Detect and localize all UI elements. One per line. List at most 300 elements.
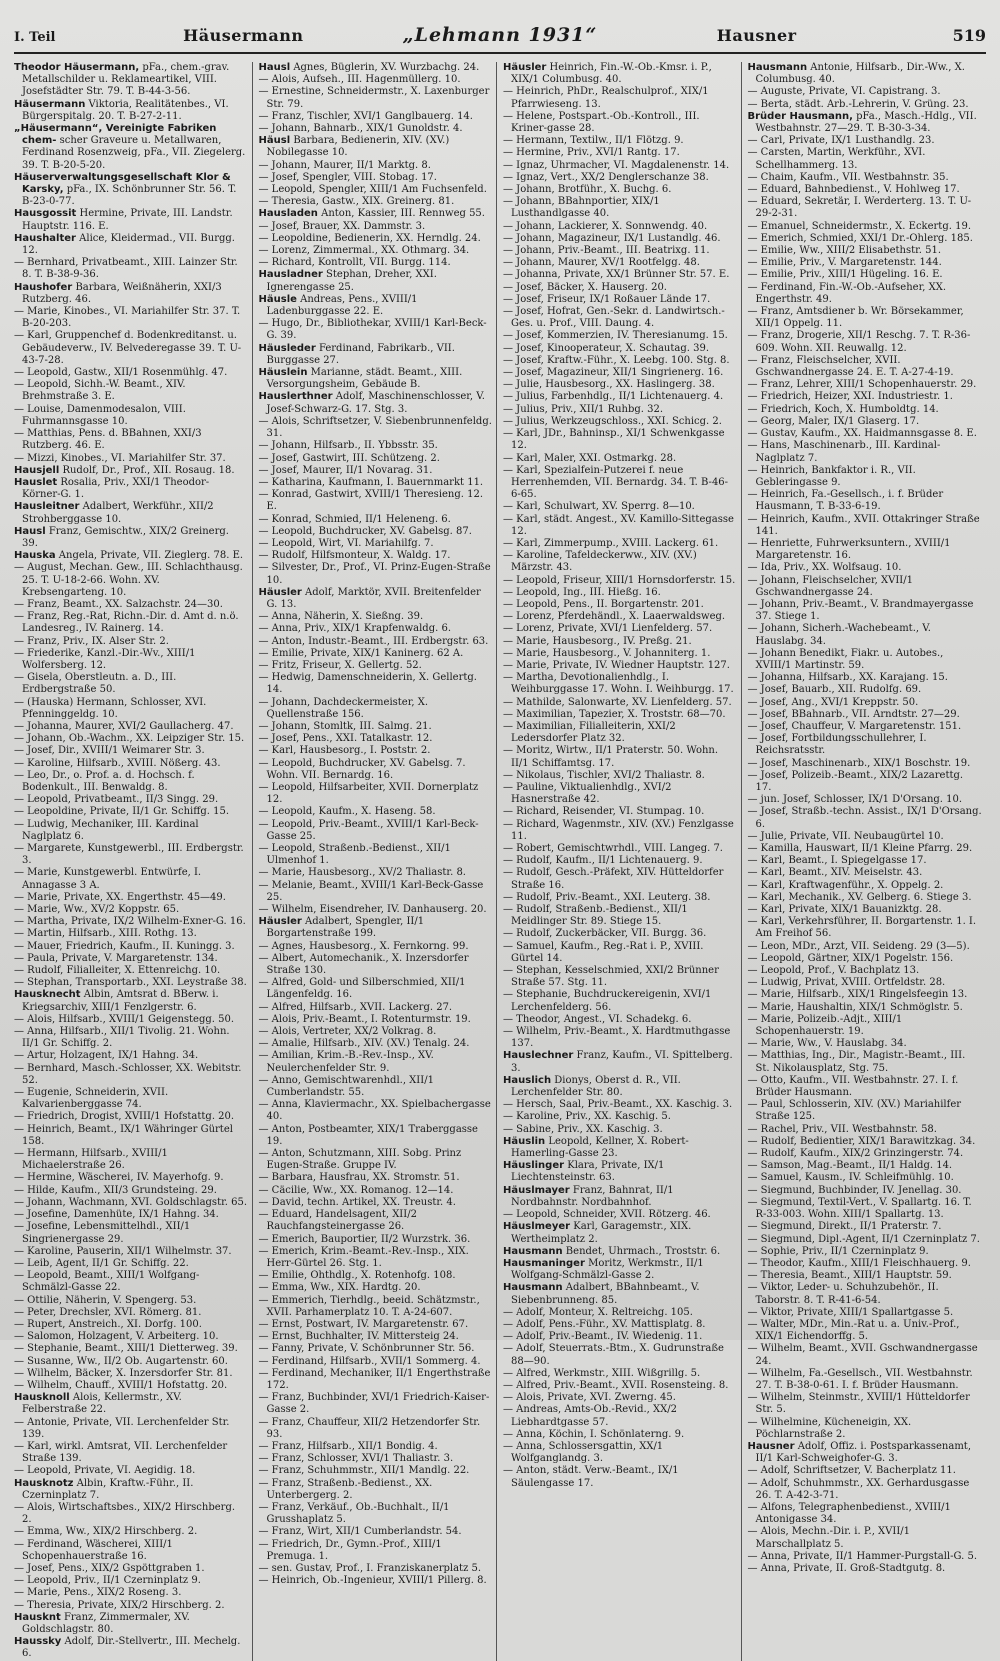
directory-entry [503,1209,737,1221]
directory-entry [503,770,737,782]
directory-entry [748,916,983,940]
directory-entry [503,1099,737,1111]
page-number: 519 [952,26,986,45]
entry-details: — Mathilde, Salonwarte, XV. Lienfelderg. 57. [503,696,732,708]
directory-entry [503,294,737,306]
directory-entry [503,1368,737,1380]
directory-entry [14,916,248,928]
directory-entry [14,599,248,611]
entry-details: — Karl, Private, XIX/1 Bauanizktg. 28. [747,904,942,916]
entry-details: Albin, Kraftw.-Führ., II. Czerninplatz 7. [22,1477,194,1501]
directory-entry [748,221,983,233]
directory-entry [259,172,493,184]
directory-entry [259,1075,493,1099]
entry-details: Rosalia, Priv., XXI/1 Theodor-Körner-G. 1. [22,476,210,501]
directory-entry [14,1526,248,1538]
entry-details: — Mauer, Friedrich, Kaufm., II. Kuningg. 3. [14,940,235,952]
directory-entry [503,196,737,220]
entry-details: — Adolf, Priv.-Beamt., IV. Wiedenig. 11. [503,1331,703,1343]
entry-details: — Leopold, Priv.-Beamt., XVIII/1 Karl-Beck-Gasse 25. [258,818,479,842]
entry-details: — Marie, Hausbesorg., XV/2 Thaliastr. 8. [258,867,466,879]
directory-entry [503,404,737,416]
directory-entry [259,440,493,452]
entry-details: — Franz, Fleischselcher, XVII. Gschwandnergasse 24. E. T. A-27-4-19. [747,354,954,379]
entry-details: — Leon, MDr., Arzt, VII. Seideng. 29 (3—5). [747,940,970,952]
entry-details: — Anna, Priv., XIX/1 Krapfenwaldg. 6. [258,623,451,635]
directory-entry [14,953,248,965]
entry-details: Dionys, Oberst d. R., VII. Lerchenfelder Str. 80. [511,1074,681,1099]
directory-entry [14,1356,248,1368]
entry-surname: Häusle [258,293,297,305]
entry-details: — Heinrich, Beamt., IX/1 Währinger Gürtel 158. [14,1123,233,1147]
directory-entry [748,1014,983,1038]
directory-entry [503,86,737,110]
entry-details: — Ferdinand, Fin.-W.-Ob.-Aufseher, XX. Engerthstr. 49. [747,281,947,305]
entry-details: — Hersch, Saal, Priv.-Beamt., XX. Kaschig. 3. [503,1099,733,1111]
entry-details: — Siegmund, Textil-Vert., V. Spallartg. 16. T. R-33-003. Wohn. XIII/1 Spallartg. 13. [747,1196,972,1221]
directory-entry [748,184,983,196]
directory-entry [259,953,493,977]
entry-details: — Rudolf, Zuckerbäcker, VII. Burgg. 36. [503,928,707,940]
directory-entry [503,269,737,281]
directory-entry [259,416,493,440]
entry-details: — Johann, Maurer, XV/1 Rootfelgg. 48. [503,257,700,269]
entry-details: — Karl, Maler, XXI. Ostmarkg. 28. [503,452,677,464]
part-label: I. Teil [14,30,56,45]
entry-details: — Marie, Ww., XV/2 Koppstr. 65. [14,904,180,916]
entry-details: — Karoline, Pauserin, XII/1 Wilhelmstr. 37. [14,1245,232,1257]
entry-details: — Johanna, Hilfsarb., XX. Karajang. 15. [747,672,948,684]
entry-details: — Karl, Beamt., XIV. Meiselstr. 43. [747,867,923,879]
entry-details: — Josef, Magazineur, XII/1 Singrienerg. 16. [503,367,724,379]
directory-entry [259,550,493,562]
entry-details: — Heinrich, Ob.-Ingenieur, XVIII/1 Pillerg. 8. [258,1575,487,1587]
entry-details: Rudolf, Dr., Prof., XII. Rosaug. 18. [62,464,235,476]
entry-details: — Sophie, Priv., II/1 Czerninplatz 9. [747,1245,929,1257]
directory-entry [259,733,493,745]
directory-entry [748,1307,983,1319]
entry-details: Franz, Bahnrat, II/1 Nordbahnstr. Nordbahnhof. [511,1184,674,1208]
directory-entry [14,282,248,306]
entry-details: — Josef, Chauffeur, V. Margaretenstr. 151. [747,720,962,732]
entry-details: Angela, Private, VII. Zieglerg. 78. E. [58,550,244,562]
entry-details: — Franz, Tischler, XVI/1 Ganglbauerg. 14. [258,110,473,122]
entry-details: Agnes, Büglerin, XV. Wurzbachg. 24. [293,62,480,73]
directory-entry [748,135,983,147]
directory-entry [14,977,248,989]
entry-details: — Josef, Ang., XVI/1 Kreppstr. 50. [747,696,919,708]
directory-entry [259,623,493,635]
directory-entry [503,1026,737,1050]
entry-details: Moritz, Werkmstr., II/1 Wolfgang-Schmälzl-Gasse 2. [511,1257,704,1282]
directory-entry [503,636,737,648]
entry-details: — Lorenz, Pferdehändl., X. Laaerwaldsweg. [503,611,726,623]
entry-details: — Karl, städt. Angest., XV. Kamillo-Sittegasse 12. [503,513,734,537]
entry-details: — Ignaz, Vert., XX/2 Denglerschanze 38. [503,171,709,183]
directory-entry [748,1441,983,1465]
directory-entry [748,489,983,513]
directory-entry [503,465,737,502]
entry-surname: Haussky [14,1636,62,1648]
directory-entry [259,1282,493,1294]
entry-details: — Hermine, Priv., XVI/1 Rantg. 17. [503,147,680,159]
directory-entry [748,770,983,794]
directory-entry [748,404,983,416]
directory-entry [748,1465,983,1477]
entry-details: — Julius, Farbenhdlg., II/1 Lichtenauerg. 4. [503,391,724,403]
directory-entry [748,355,983,379]
entry-details: Alice, Kleidermad., VII. Burgg. 12. [22,232,235,257]
entry-surname: Hausner [747,1440,795,1452]
entry-details: — Franz, Drogerie, XII/1 Reschg. 7. T. R-36-609. Wohn. XII. Reuwallg. 12. [747,330,971,354]
directory-entry [259,660,493,672]
entry-surname: Haushalter [14,232,76,244]
entry-details: — Lorenz, Private, XVI/1 Lienfelderg. 57. [503,623,713,635]
directory-entry [14,526,248,550]
entry-details: — Wilhelm, Chauff., XVIII/1 Hofstattg. 20. [14,1379,228,1391]
entry-details: — Siegmund, Dipl.-Agent, II/1 Czerninplatz 7. [747,1233,980,1245]
directory-entry [748,1392,983,1416]
directory-entry [259,269,493,293]
directory-entry [259,1526,493,1538]
entry-details: — Wilhelm, Priv.-Beamt., X. Hardtmuthgasse 137. [503,1026,731,1050]
entry-details: — Viktor, Leder- u. Schuhzubehör., II. Taborstr. 8. T. R-41-6-54. [747,1282,939,1306]
entry-surname: „Häusermann“, Vereinigte Fabriken chem- [14,123,217,147]
entry-details: — Adolf, Schuhmmstr., XX. Gerhardusgasse 26. T. A-42-3-71. [747,1477,970,1501]
directory-entry [14,1587,248,1599]
directory-entry [14,697,248,721]
entry-details: scher Graveure u. Metallwaren, Ferdinand Rosenzweig, pFa., VII. Ziegelerg. 39. T. B-20-5-20. [22,135,246,171]
directory-entry [259,1417,493,1441]
entry-details: — Rudolf, Kaufm., XIX/2 Grinzingerstr. 74. [747,1148,964,1160]
directory-entry [503,62,737,86]
entry-surname: Häuserverwaltungsgesellschaft Klor & Karsky, [14,171,231,196]
directory-entry [748,245,983,257]
entry-details: — Anton, Schutzmann, XIII. Sobg. Prinz Eugen-Straße. Gruppe IV. [258,1148,462,1172]
directory-entry [259,941,493,953]
entry-details: — Martin, Hilfsarb., XIII. Rothg. 13. [14,928,197,940]
directory-entry [14,379,248,403]
entry-details: — Adolf, Schriftsetzer, V. Bacherplatz 11. [747,1465,956,1477]
directory-entry [259,367,493,391]
directory-entry [748,855,983,867]
directory-entry [259,916,493,940]
directory-entry [748,111,983,135]
entry-surname: Hausknecht [14,989,81,1001]
directory-entry [748,1526,983,1550]
directory-entry [503,1392,737,1404]
entry-details: Franz, Zimmermaler, XV. Goldschlagstr. 80. [22,1611,190,1635]
entry-details: — Andreas, Amts-Ob.-Revid., XX/2 Liebhardtgasse 57. [503,1404,677,1428]
entry-details: — Alfred, Gold- und Silberschmied, XII/1 Längenfeldg. 16. [258,977,466,1001]
entry-details: — Ernestine, Schneidermstr., X. Laxenburger Str. 79. [258,86,490,110]
entry-details: — Emmerich, Tierhdlg., beeid. Schätzmstr., XVII. Parhamerplatz 10. T. A-24-607. [258,1294,480,1318]
directory-entry [503,1307,737,1319]
directory-entry [748,941,983,953]
entry-details: — Cäcilie, Ww., XX. Romanog. 12—14. [258,1184,454,1196]
directory-entry [14,1478,248,1502]
entry-details: — Leopold, Prof., V. Bachplatz 13. [747,965,920,977]
directory-entry [748,562,983,574]
entry-details: — Marie, Kinobes., VI. Mariahilfer Str. 37. T. B-20-203. [14,306,241,330]
directory-entry [14,501,248,525]
entry-details: — Josef, Straßb.-techn. Assist., IX/1 D'Orsang. 6. [747,806,982,830]
entry-details: — Wilhelm, Beamt., XVII. Gschwandnergasse 24. [747,1343,978,1367]
directory-entry [503,135,737,147]
directory-entry [14,1441,248,1465]
entry-details: — Leopold, Private, VI. Aegidig. 18. [14,1465,196,1477]
entry-surname: Hausmaninger [503,1257,585,1269]
directory-entry [748,831,983,843]
directory-entry [748,514,983,538]
entry-details: pFa., chem.-grav. Metallschilder u. Reklameartikel, VIII. Josefstädter Str. 79. T. B-44-3-56. [22,62,230,98]
directory-entry [259,111,493,123]
directory-entry [259,1502,493,1526]
directory-entry [259,1343,493,1355]
directory-entry [503,1050,737,1074]
directory-entry [14,453,248,465]
entry-details: Albin, Amtsrat d. BBerw. i. Kriegsarchiv, XIII/1 Fenzlgerstr. 6. [22,989,219,1013]
entry-surname: Hausknoll [14,1392,70,1404]
directory-entry [259,208,493,220]
directory-entry [259,538,493,550]
entry-details: — Kamilla, Hauswart, II/1 Kleine Pfarrg. 29. [747,843,973,854]
entry-details: — Rudolf, Straßenb.-Bedienst., XII/1 Meidlinger Str. 89. Stiege 15. [503,904,688,928]
entry-details: — Ferdinand, Hilfsarb., XVII/1 Sommerg. 4. [258,1355,481,1367]
directory-entry [748,1075,983,1099]
entry-details: — August, Mechan. Gew., III. Schlachthausg. 25. T. U-18-2-66. Wohn. XV. Krebsengarteng. 10. [14,562,243,598]
directory-entry [748,1246,983,1258]
entry-details: — Karl, Beamt., I. Spiegelgasse 17. [747,855,927,867]
entry-details: — Ferdinand, Wäscherei, XIII/1 Schopenhauerstraße 16. [14,1538,173,1562]
entry-surname: Häusler [258,586,302,598]
entry-details: — Martha, Devotionalienhdlg., I. Weihburggasse 17. Wohn. I. Weihburgg. 17. [503,672,734,696]
directory-entry [259,62,493,74]
entry-details: — Rudolf, Filialleiter, X. Ettenreichg. 10. [14,965,221,977]
directory-entry [14,636,248,648]
directory-entry [503,697,737,709]
directory-entry [14,989,248,1013]
entry-details: — Leopold, Sichh.-W. Beamt., XIV. Brehmstraße 3. E. [14,379,186,403]
directory-entry [259,1295,493,1319]
directory-entry [14,1258,248,1270]
entry-details: — Alois, Wirtschaftsbes., XIX/2 Hirschberg. 2. [14,1501,236,1526]
entry-details: — Josef, Pens., XIX/2 Gspöttgraben 1. [14,1562,205,1574]
directory-entry [748,1368,983,1392]
directory-entry [259,1270,493,1282]
directory-entry [748,1197,983,1221]
directory-entry [748,1002,983,1014]
entry-details: Bendet, Uhrmach., Troststr. 6. [565,1245,721,1257]
entry-details: — Josef, Pens., XXI. Tatalkastr. 12. [258,733,433,745]
entry-surname: Häusler [503,62,547,73]
directory-entry [259,1563,493,1575]
directory-entry [14,611,248,635]
column-4 [748,62,987,1661]
entry-details: Adolf, Dir.-Stellvertr., III. Mechelg. 6. [22,1636,241,1660]
directory-entry [14,208,248,232]
entry-details: — Leopoldine, Private, II/1 Gr. Schiffg. 15. [14,806,229,818]
directory-entry [259,477,493,489]
directory-entry [503,745,737,769]
directory-entry [259,1172,493,1184]
entry-details: Antonie, Hilfsarb., Dir.-Ww., X. Columbusg. 40. [755,62,965,86]
entry-details: — Silvester, Dr., Prof., VI. Prinz-Eugen-Straße 10. [258,562,491,586]
directory-entry [503,501,737,513]
entry-details: — Rachel, Priv., VII. Westbahnstr. 58. [747,1123,937,1135]
entry-details: — (Hauska) Hermann, Schlosser, XVI. Pfenninggeldg. 10. [14,696,207,720]
entry-details: — David, techn. Artikel, XX. Treustr. 4. [258,1196,456,1208]
entry-details: Adalbert, Spengler, II/1 Borgartenstraße 199. [266,916,425,940]
column-3 [503,62,742,1661]
directory-entry [503,1111,737,1123]
directory-entry [259,1331,493,1343]
directory-entry [14,1050,248,1062]
entry-details: Barbara, Bedienerin, XIV. (XV.) Nobilegasse 10. [266,135,450,159]
directory-entry [503,1404,737,1428]
directory-entry [14,1539,248,1563]
directory-entry [259,1441,493,1453]
entry-details: — Hermann, Hilfsarb., XVIII/1 Michaelerstraße 26. [14,1148,168,1172]
entry-details: Ferdinand, Fabrikarb., VII. Burggasse 27. [266,342,455,366]
entry-details: — Pauline, Viktualienhdlg., XVI/2 Hasnerstraße 42. [503,781,672,806]
entry-details: — Leopold, Privatbeamt., II/3 Singg. 29. [14,794,219,806]
entry-details: — Stephan, Kesselschmied, XXI/2 Brünner Straße 57. Stg. 11. [503,965,719,989]
directory-entry [259,1209,493,1233]
entry-details: — Anna, Klaviermachr., XX. Spielbachergasse 40. [258,1099,491,1123]
entry-details: — Johann, Sicherh.-Wachebeamt., V. Hauslabg. 34. [747,623,931,647]
directory-entry [14,306,248,330]
entry-details: — Karoline, Hilfsarb., XVIII. Nößerg. 43. [14,757,221,769]
directory-entry [503,306,737,330]
directory-entry [748,1185,983,1197]
directory-entry [259,526,493,538]
directory-entry [259,453,493,465]
directory-entry [503,221,737,233]
entry-details: — Ida, Priv., XX. Wolfsaug. 10. [747,562,902,574]
entry-details: — Maximilian, Filialleiterin, XXI/2 Ledersdorfer Platz 32. [503,720,676,745]
entry-details: Klara, Private, IX/1 Liechtensteinstr. 63. [511,1160,665,1184]
entry-details: — Marie, Kunstgewerbl. Entwürfe, I. Annagasse 3 A. [14,867,202,891]
directory-entry [748,1417,983,1441]
entry-details: — Josef, Dir., XVIII/1 Weimarer Str. 3. [14,745,205,757]
directory-entry [748,1270,983,1282]
entry-details: — Stephan, Transportarb., XXI. Leystraße 38. [14,977,247,989]
entry-details: — Henriette, Fuhrwerksuntern., XVIII/1 Margaretenstr. 16. [747,537,951,562]
entry-details: — Johann, Magazineur, IX/1 Lustandlg. 46. [503,232,721,244]
entry-details: — Friederike, Kanzl.-Dir.-Wv., XIII/1 Wolfersberg. 12. [14,647,196,671]
entry-details: — Theodor, Kaufm., XIII/1 Fleischhauerg. 9. [747,1257,971,1269]
entry-details: — Johann, Priv.-Beamt., III. Beatrixg. 11. [503,245,710,257]
entry-details: — Leopold, Priv., II/1 Czerninplatz 9. [14,1575,201,1587]
entry-details: Anton, Kassier, III. Rennweg 55. [321,208,485,220]
directory-entry [503,819,737,843]
directory-entry [503,1441,737,1465]
directory-entry [503,379,737,391]
directory-entry [259,782,493,806]
directory-entry [259,758,493,782]
entry-details: Hermine, Private, III. Landstr. Hauptstr. 116. E. [22,208,233,232]
entry-details: — Ernst, Buchhalter, IV. Mittersteig 24. [258,1331,459,1343]
entry-details: — Josef, Kinooperateur, X. Schautag. 39. [503,342,710,354]
directory-entry [259,904,493,916]
entry-surname: Hausl [258,62,291,73]
entry-details: — Walter, MDr., Min.-Rat u. a. Univ.-Prof., XIX/1 Eichendorffg. 5. [747,1318,960,1343]
directory-entry [14,1087,248,1111]
entry-details: — Matthias, Pens. d. BBahnen, XXI/3 Rutzberg. 46. E. [14,428,202,452]
entry-details: — Amilian, Krim.-B.-Rev.-Insp., XV. Neulerchenfelder Str. 9. [258,1050,434,1074]
directory-entry [259,233,493,245]
entry-details: — Konrad, Gastwirt, XVIII/1 Theresieng. 12. E. [258,489,484,513]
directory-entry [259,611,493,623]
entry-details: — Leopold, Kaufm., X. Haseng. 58. [258,806,436,818]
entry-details: — Leopoldine, Bedienerin, XX. Herndlg. 24. [258,232,481,244]
entry-details: — Martha, Private, IX/2 Wilhelm-Exner-G. 16. [14,916,246,928]
entry-details: — Johann, Bahnarb., XIX/1 Gunoldstr. 4. [258,123,463,135]
entry-details: — Hermine, Wäscherei, IV. Mayerhofg. 9. [14,1172,224,1184]
entry-details: — Siegmund, Direkt., II/1 Praterstr. 7. [747,1221,942,1233]
directory-entry [748,575,983,599]
entry-details: — Johann, Lackierer, X. Sonnwendg. 40. [503,220,708,232]
entry-details: — Heinrich, Fa.-Gesellsch., i. f. Brüder Hausmann, T. B-33-6-19. [747,489,944,513]
directory-entry [259,1038,493,1050]
directory-entry [748,989,983,1001]
entry-details: — Rudolf, Bedientier, XIX/1 Barawitzkag. 34. [747,1135,976,1147]
entry-details: — Johann Benedikt, Fiakr. u. Autobes., XVIII/1 Martinstr. 59. [747,647,944,671]
directory-entry [14,672,248,696]
entry-details: — Marie, Hausbesorg., IV. Preßg. 21. [503,635,692,647]
entry-details: — Theresia, Gastw., XIX. Greinerg. 81. [258,196,455,208]
entry-details: — Konrad, Schmied, II/1 Heleneng. 6. [258,513,451,525]
directory-entry [259,806,493,818]
entry-details: — Franz, Verkäuf., Ob.-Buchhalt., II/1 Grusshaplatz 5. [258,1501,450,1526]
entry-details: — Emanuel, Schneidermstr., X. Eckertg. 19. [747,220,971,232]
entry-details: — Viktor, Private, XIII/1 Spallartgasse 5. [747,1306,954,1318]
entry-surname: Häuslein [258,367,308,379]
directory-entry [259,1124,493,1148]
entry-details: — Friedrich, Koch, X. Humboldtg. 14. [747,403,939,415]
directory-entry [14,1368,248,1380]
entry-details: — Leopold, Beamt., XIII/1 Wolfgang-Schmälzl-Gasse 22. [14,1270,200,1294]
directory-entry [748,977,983,989]
entry-details: — Alois, Priv.-Beamt., I. Rotenturmstr. 19. [258,1013,471,1025]
entry-details: — Anna, Köchin, I. Schönlaterng. 9. [503,1428,685,1440]
directory-entry [259,1319,493,1331]
entry-details: — Theresia, Private, XIX/2 Hirschberg. 2. [14,1599,225,1611]
entry-details: — Julie, Private, VII. Neubaugürtel 10. [747,830,944,842]
directory-entry [503,648,737,660]
directory-entry [14,1148,248,1172]
entry-details: — Otto, Kaufm., VII. Westbahnstr. 27. I. f. Brüder Hausmann. [747,1074,959,1099]
directory-entry [14,1221,248,1245]
directory-entry [503,611,737,623]
entry-details: — Karoline, Priv., XX. Kaschig. 5. [503,1111,671,1123]
entry-details: — Franz, Priv., IX. Alser Str. 2. [14,635,169,647]
directory-entry [259,1185,493,1197]
entry-details: — Emma, Ww., XIX. Hardtg. 20. [258,1282,421,1294]
entry-surname: Hausknotz [14,1477,74,1489]
directory-entry [748,721,983,733]
directory-entry [503,257,737,269]
entry-details: — Emilie, Private, XIX/1 Kaninerg. 62 A. [258,647,464,659]
directory-entry [14,428,248,452]
entry-details: — Moritz, Wirtw., II/1 Praterstr. 50. Wohn. II/1 Schiffamtsg. 17. [503,745,719,769]
directory-entry [14,1417,248,1441]
entry-details: — Rupert, Anstreich., XI. Dorfg. 100. [14,1318,202,1330]
entry-details: — Josef, Polizeib.-Beamt., XIX/2 Lazarettg. 17. [747,769,964,793]
entry-details: — Hilde, Kaufm., XII/3 Grundsteing. 29. [14,1184,217,1196]
entry-details: — Agnes, Hausbesorg., X. Fernkorng. 99. [258,940,469,952]
